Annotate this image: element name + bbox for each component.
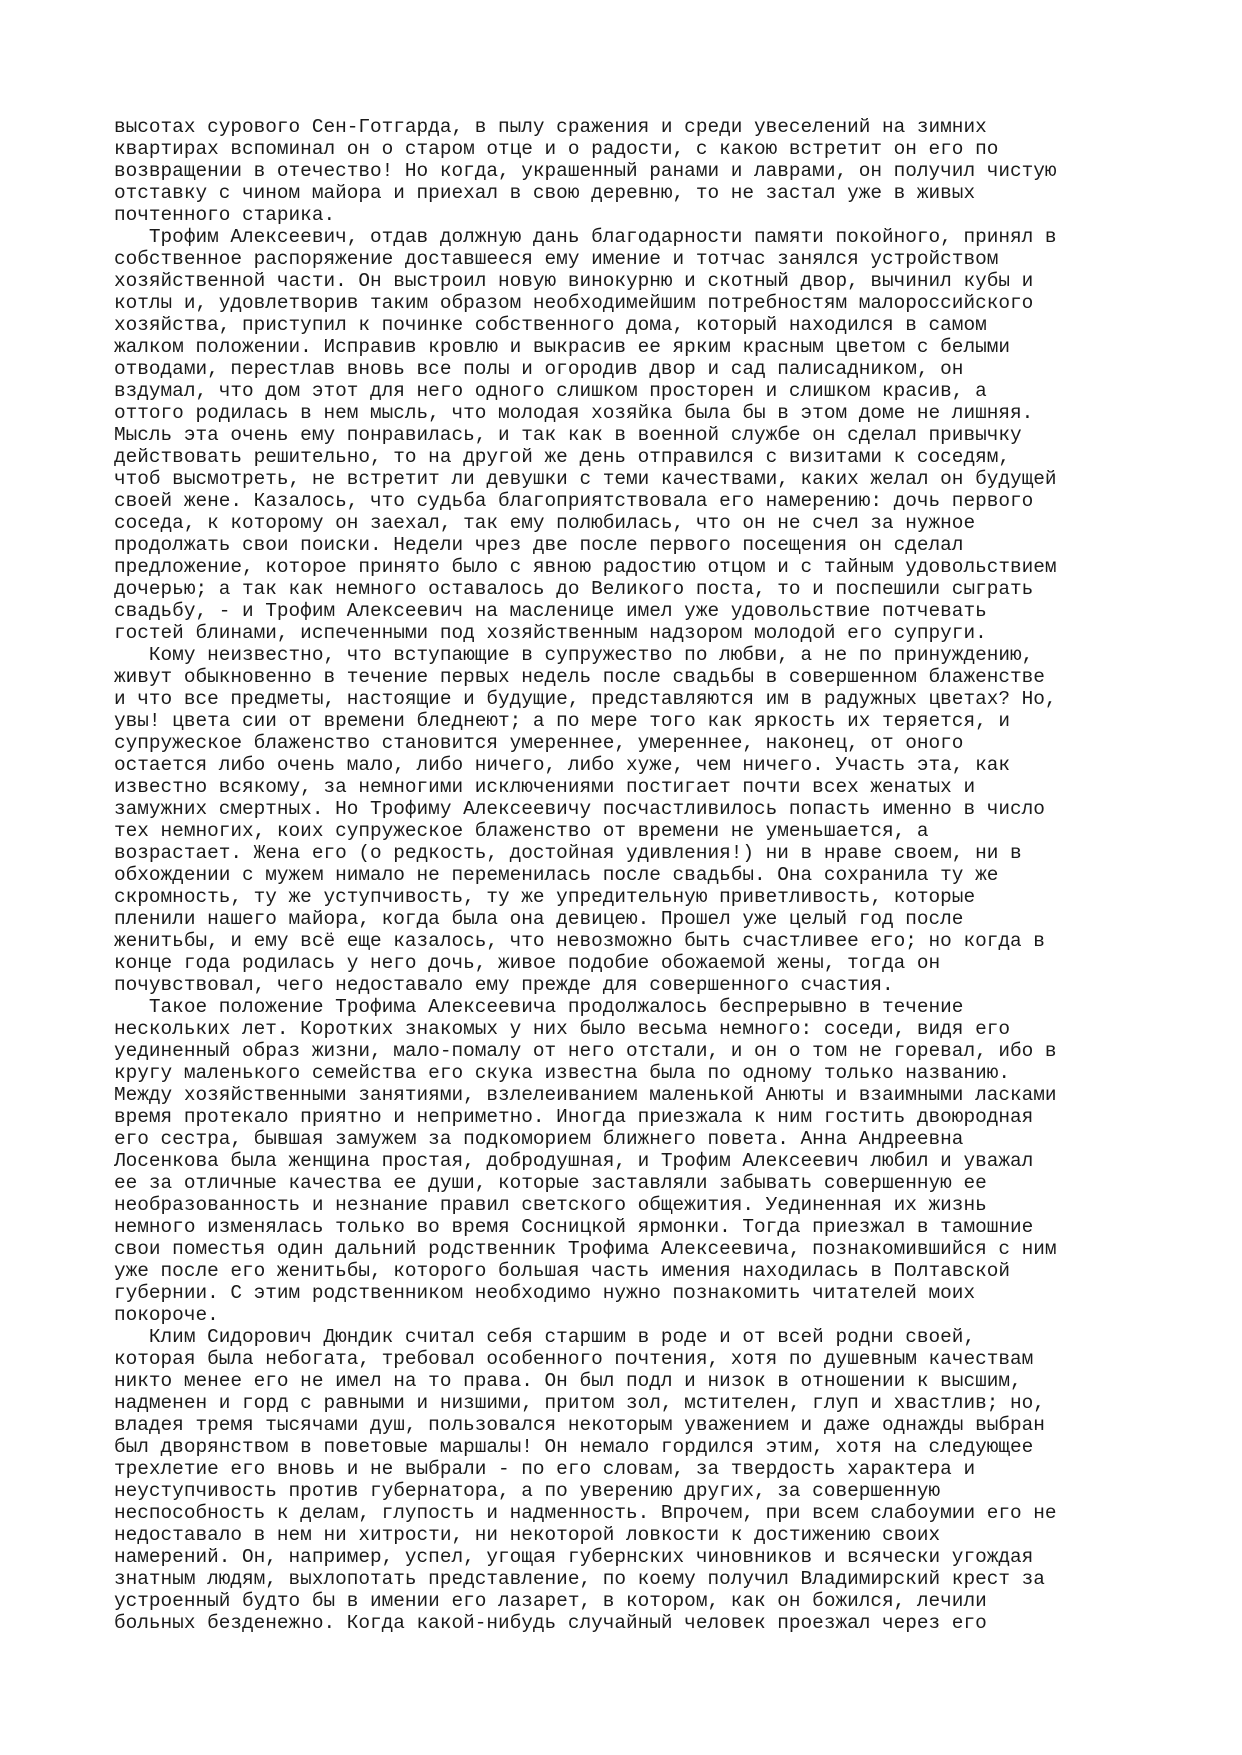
text-line: Кому неизвестно, что вступающие в супружество по любви, а не по принуждению, (114, 644, 1034, 666)
text-line: никто менее его не имел на то права. Он был подл и низок в отношении к высшим, (114, 1370, 1022, 1392)
text-line: своей жене. Казалось, что судьба благоприятствовала его намерению: дочь первого (114, 490, 1034, 512)
text-line: конце года родилась у него дочь, живое подобие обожаемой жены, тогда он (114, 952, 941, 974)
text-line: надменен и горд с равными и низшими, притом зол, мстителен, глуп и хвастлив; но, (114, 1392, 1045, 1414)
text-line: уже после его женитьбы, которого большая часть имения находилась в Полтавской (114, 1260, 1010, 1282)
text-line: остается либо очень мало, либо ничего, либо хуже, чем ничего. Участь эта, как (114, 754, 1010, 776)
text-line: соседа, к которому он заехал, так ему полюбилась, что он не счел за нужное (114, 512, 976, 534)
text-line: кругу маленького семейства его скука известна была по одному только названию. (114, 1062, 1010, 1084)
text-line: действовать решительно, то на другой же день отправился с визитами к соседям, (114, 446, 1010, 468)
text-line: возвращении в отечество! Но когда, украшенный ранами и лаврами, он получил чистую (114, 160, 1057, 182)
text-line: котлы и, удовлетворив таким образом необходимейшим потребностям малороссийского (114, 292, 1034, 314)
text-line: Такое положение Трофима Алексеевича продолжалось беспрерывно в течение (114, 996, 964, 1018)
text-line: покороче. (114, 1304, 219, 1326)
text-line: свадьбу, - и Трофим Алексеевич на масленице имел уже удовольствие потчевать (114, 600, 987, 622)
text-line: продолжать свои поиски. Недели чрез две после первого посещения он сделал (114, 534, 964, 556)
text-line: супружеское блаженство становится умереннее, умереннее, наконец, от оного (114, 732, 964, 754)
text-line: был дворянством в поветовые маршалы! Он немало гордился этим, хотя на следующее (114, 1436, 1034, 1458)
text-line: ее за отличные качества ее души, которые заставляли забывать совершенную ее (114, 1172, 987, 1194)
text-line: трехлетие его вновь и не выбрали - по его словам, за твердость характера и (114, 1458, 976, 1480)
text-line: отводами, перестлав вновь все полы и огородив двор и сад палисадником, он (114, 358, 964, 380)
text-line: квартирах вспоминал он о старом отце и о радости, с какою встретит он его по (114, 138, 999, 160)
text-line: пленили нашего майора, когда была она девицею. Прошел уже целый год после (114, 908, 964, 930)
text-line: хозяйства, приступил к починке собственного дома, который находился в самом (114, 314, 987, 336)
text-line: увы! цвета сии от времени бледнеют; а по мере того как яркость их теряется, и (114, 710, 1010, 732)
text-line: недоставало в нем ни хитрости, ни некоторой ловкости к достижению своих (114, 1524, 941, 1546)
text-line: замужних смертных. Но Трофиму Алексеевичу посчастливилось попасть именно в число (114, 798, 1045, 820)
text-line: возрастает. Жена его (о редкость, достойная удивления!) ни в нраве своем, ни в (114, 842, 1022, 864)
text-line: чтоб высмотреть, не встретит ли девушки с теми качествами, каких желал он будущей (114, 468, 1057, 490)
text-line: высотах сурового Сен-Готгарда, в пылу сражения и среди увеселений на зимних (114, 116, 987, 138)
text-line: жалком положении. Исправив кровлю и выкрасив ее ярким красным цветом с белыми (114, 336, 1010, 358)
text-line: отставку с чином майора и приехал в свою деревню, то не застал уже в живых (114, 182, 976, 204)
text-line: живут обыкновенно в течение первых недель после свадьбы в совершенном блаженстве (114, 666, 1045, 688)
text-line: Трофим Алексеевич, отдав должную дань благодарности памяти покойного, принял в (114, 226, 1057, 248)
text-line: больных безденежно. Когда какой-нибудь случайный человек проезжал через его (114, 1612, 987, 1634)
text-line: свои поместья один дальний родственник Трофима Алексеевича, познакомившийся с ним (114, 1238, 1057, 1260)
text-line: губернии. С этим родственником необходимо нужно познакомить читателей моих (114, 1282, 976, 1304)
text-line: намерений. Он, например, успел, угощая губернских чиновников и всячески угождая (114, 1546, 1034, 1568)
text-line: тех немногих, коих супружеское блаженство от времени не уменьшается, а (114, 820, 929, 842)
text-line: время протекало приятно и неприметно. Иногда приезжала к ним гостить двоюродная (114, 1106, 1034, 1128)
text-line: почтенного старика. (114, 204, 336, 226)
text-line: известно всякому, за немногими исключениями постигает почти всех женатых и (114, 776, 976, 798)
text-line: предложение, которое принято было с явною радостию отцом и с тайным удовольствием (114, 556, 1057, 578)
text-line: владея тремя тысячами душ, пользовался некоторым уважением и даже однажды выбран (114, 1414, 1045, 1436)
text-line: обхождении с мужем нимало не переменилась после свадьбы. Она сохранила ту же (114, 864, 999, 886)
text-line: скромность, ту же уступчивость, ту же упредительную приветливость, которые (114, 886, 976, 908)
text-line: почувствовал, чего недоставало ему прежде для совершенного счастия. (114, 974, 894, 996)
body-text (114, 116, 1134, 1634)
text-line: собственное распоряжение доставшееся ему имение и тотчас занялся устройством (114, 248, 999, 270)
text-line: устроенный будто бы в имении его лазарет, в котором, как он божился, лечили (114, 1590, 987, 1612)
text-line: дочерью; а так как немного оставалось до Великого поста, то и поспешили сыграть (114, 578, 1034, 600)
text-line: необразованность и незнание правил светского общежития. Уединенная их жизнь (114, 1194, 987, 1216)
text-line: оттого родилась в нем мысль, что молодая хозяйка была бы в этом доме не лишняя. (114, 402, 1034, 424)
text-line: вздумал, что дом этот для него одного слишком просторен и слишком красив, а (114, 380, 987, 402)
text-line: уединенный образ жизни, мало-помалу от него отстали, и он о том не горевал, ибо в (114, 1040, 1057, 1062)
text-line: Мысль эта очень ему понравилась, и так как в военной службе он сделал привычку (114, 424, 1022, 446)
text-line: гостей блинами, испеченными под хозяйственным надзором молодой его супруги. (114, 622, 987, 644)
text-line: Лосенкова была женщина простая, добродушная, и Трофим Алексеевич любил и уважал (114, 1150, 1034, 1172)
text-line: неуступчивость против губернатора, а по уверению других, за совершенную (114, 1480, 941, 1502)
text-line: Клим Сидорович Дюндик считал себя старшим в роде и от всей родни своей, (114, 1326, 976, 1348)
text-line: его сестра, бывшая замужем за подкоморием ближнего повета. Анна Андреевна (114, 1128, 964, 1150)
text-line: которая была небогата, требовал особенного почтения, хотя по душевным качествам (114, 1348, 1034, 1370)
text-line: немного изменялась только во время Сосницкой ярмонки. Тогда приезжал в тамошние (114, 1216, 1034, 1238)
text-line: женитьбы, и ему всё еще казалось, что невозможно быть счастливее его; но когда в (114, 930, 1045, 952)
text-line: нескольких лет. Коротких знакомых у них было весьма немного: соседи, видя его (114, 1018, 1010, 1040)
text-line: хозяйственной части. Он выстроил новую винокурню и скотный двор, вычинил кубы и (114, 270, 1034, 292)
text-line: знатным людям, выхлопотать представление, по коему получил Владимирский крест за (114, 1568, 1045, 1590)
text-line: и что все предметы, настоящие и будущие, представляются им в радужных цветах? Но, (114, 688, 1057, 710)
text-line: неспособность к делам, глупость и надменность. Впрочем, при всем слабоумии его не (114, 1502, 1057, 1524)
text-line: Между хозяйственными занятиями, взлелеиванием маленькой Анюты и взаимными ласками (114, 1084, 1057, 1106)
